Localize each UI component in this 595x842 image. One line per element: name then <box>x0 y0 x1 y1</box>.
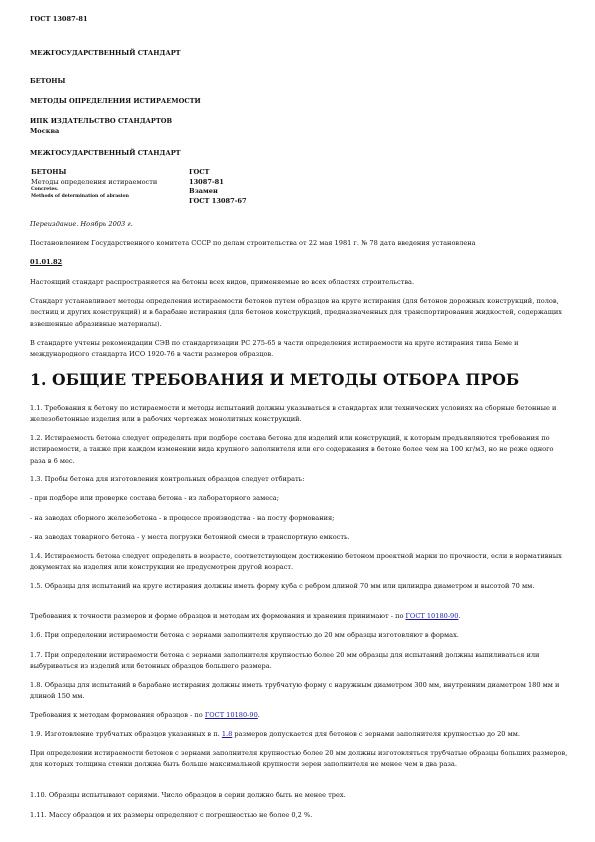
doc-code: ГОСТ 13087-81 <box>30 15 88 23</box>
header-table-left <box>31 168 191 200</box>
doc-title-concretes: БЕТОНЫ <box>30 77 66 85</box>
header-table-gost: ГОСТ <box>189 168 210 176</box>
header-table-replaces: Взамен <box>189 187 218 196</box>
interstate-standard-label-2: МЕЖГОСУДАРСТВЕННЫЙ СТАНДАРТ <box>30 149 181 157</box>
clause-1-1: 1.1. Требования к бетону по истираемости и методы испытаний должны указываться в стандартах или технических условиях на сборные бетонные и железобетонные изделия или в рабочих чертежах монолитных конструкций. <box>30 404 557 424</box>
intro-paragraph-3: В стандарте учтены рекомендации СЭВ по стандартизации РС 275-65 в части определения истираемости на круге истирания типа Беме и международного стандарта ИСО 1920-76 в части размеров образцов. <box>30 339 519 359</box>
publisher-city: Москва <box>30 127 60 135</box>
clause-1-6: 1.6. При определении истираемости бетона с зернами заполнителя крупностью до 20 мм образцы изготовляют в формах. <box>30 631 459 639</box>
clause-1-9-text-a: 1.9. Изготовление трубчатых образцов указанных в п. <box>30 730 220 738</box>
clause-1-9 <box>30 729 570 740</box>
gost-10180-link-1[interactable]: ГОСТ 10180-90 <box>405 612 459 620</box>
header-table-english-2: Methods of determination of abrasion <box>31 193 129 199</box>
requirements-paragraph-1: Требования к точности размеров и форме образцов и методам их формования и хранения принимают - по ГОСТ 10180-90. <box>30 612 461 620</box>
reissue-note: Переиздание. Ноябрь 2003 г. <box>30 220 133 228</box>
interstate-standard-label: МЕЖГОСУДАРСТВЕННЫЙ СТАНДАРТ <box>30 49 181 57</box>
clause-1-3-item-precast: - на заводах сборного железобетона - в процессе производства - на посту формования; <box>30 514 335 522</box>
clause-1-3-item-lab: - при подборе или проверке состава бетона - из лабораторного замеса; <box>30 494 279 502</box>
intro-paragraph-1: Настоящий стандарт распространяется на бетоны всех видов, применяемые во всех областях строительства. <box>30 278 415 286</box>
clause-1-11: 1.11. Массу образцов и их размеры определяют с погрешностью не более 0,2 %. <box>30 811 313 819</box>
requirements-text-2: Требования к методам формования образцов - по <box>30 711 203 719</box>
clause-1-7: 1.7. При определении истираемости бетона с зернами заполнителя крупностью более 20 мм образцы для испытаний должны выпиливаться или выбуриваться из изделий или бетонных образцов большего размера. <box>30 651 540 671</box>
clause-1-9-text-b: размеров допускается для бетонов с зернами заполнителя крупностью до 20 мм. <box>234 730 520 738</box>
introduction-date: 01.01.82 <box>30 258 63 266</box>
clause-1-3: 1.3. Пробы бетона для изготовления контрольных образцов следует отбирать: <box>30 475 305 483</box>
clause-1-8-link[interactable]: 1.8 <box>221 730 233 738</box>
decree-text: Постановлением Государственного комитета СССР по делам строительства от 22 мая 1981 г. № 78 дата введения установлена <box>30 239 476 247</box>
publisher: ИПК ИЗДАТЕЛЬСТВО СТАНДАРТОВ <box>30 117 173 125</box>
clause-1-4: 1.4. Истираемость бетона следует определять в возрасте, соответствующем достижению бетоном проектной марки по прочности, если в нормативных документах на изделия или конструкции не предусмотрен другой возраст. <box>30 552 562 572</box>
gost-10180-link-2[interactable]: ГОСТ 10180-90 <box>204 711 258 719</box>
header-table-subtitle: Методы определения истираемости <box>31 177 158 186</box>
header-table-old-number: ГОСТ 13087-67 <box>189 196 247 205</box>
header-table-english-1: Concretes. <box>31 187 59 193</box>
requirements-text-1: Требования к точности размеров и форме образцов и методам их формования и хранения принимают - по <box>30 612 404 620</box>
clause-1-8: 1.8. Образцы для испытаний в барабане истирания должны иметь трубчатую форму с наружным диаметром 300 мм, внутренним диаметром 180 мм и длиной 150 мм. <box>30 681 560 701</box>
intro-paragraph-2: Стандарт устанавливает методы определения истираемости бетонов путем образцов на круге истирания (для бетонов дорожных конструкций, полов, лестниц и других конструкций) и в барабане истирания (для бетонов конструкций, предназначенных для транспортирования жидкостей, содержащих взвешенные абразивные материалы). <box>30 297 562 328</box>
clause-1-2: 1.2. Истираемость бетона следует определять при подборе состава бетона для изделий или конструкций, к которым предъявляются требования по истираемости, а также при каждом изменении вида крупного заполнителя или его содержания в бетоне более чем на 100 кг/м3, но не реже одного раза в 6 мес. <box>30 434 554 465</box>
clause-1-3-item-ready-mix: - на заводах товарного бетона - у места погрузки бетонной смеси в транспортную емкость. <box>30 533 350 541</box>
doc-title-methods: МЕТОДЫ ОПРЕДЕЛЕНИЯ ИСТИРАЕМОСТИ <box>30 97 201 105</box>
section-heading: 1. ОБЩИЕ ТРЕБОВАНИЯ И МЕТОДЫ ОТБОРА ПРОБ <box>30 370 520 389</box>
header-table-number: 13087-81 <box>189 177 224 186</box>
header-table-title: БЕТОНЫ <box>31 168 67 176</box>
clause-1-9-continued: При определении истираемости бетонов с зернами заполнителя крупностью более 20 мм должны изготовляться трубчатые образцы больших размеров, для которых толщина стенки должна быть больше максимальной крупности зерен заполнителя не менее чем в два раза. <box>30 749 568 769</box>
header-table-right <box>189 168 289 206</box>
requirements-paragraph-2: Требования к методам формования образцов - по ГОСТ 10180-90. <box>30 711 260 719</box>
clause-1-5: 1.5. Образцы для испытаний на круге истирания должны иметь форму куба с ребром длиной 70 мм или цилиндра диаметром и высотой 70 мм. <box>30 582 535 590</box>
clause-1-10: 1.10. Образцы испытывают сериями. Число образцов в серии должно быть не менее трех. <box>30 791 346 799</box>
